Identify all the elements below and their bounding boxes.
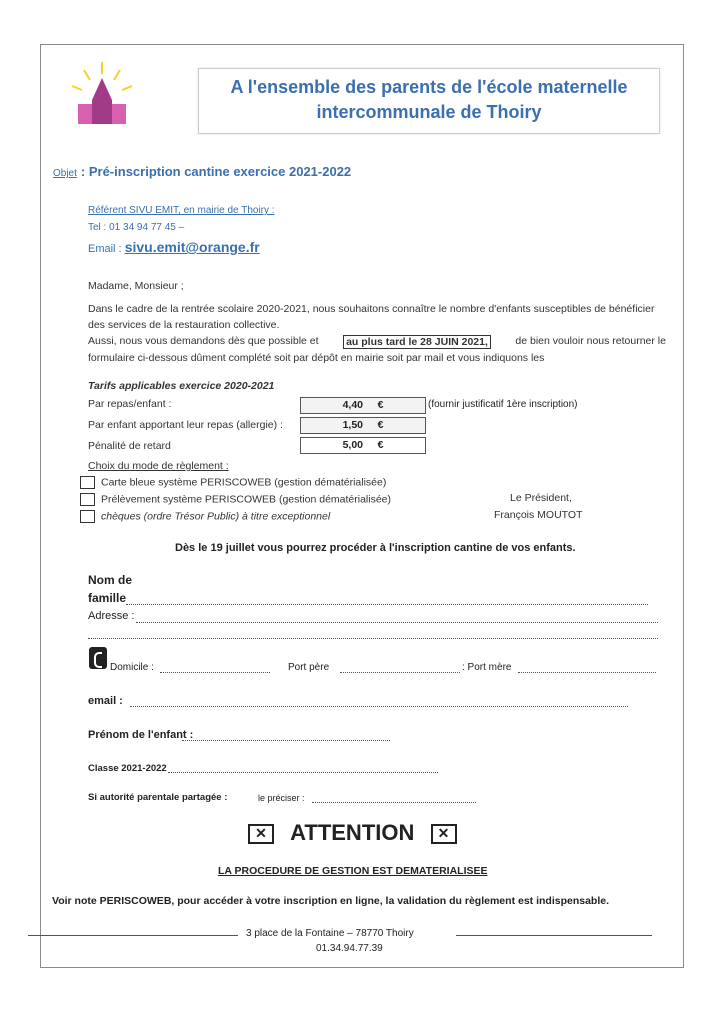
referent-tel: Tel : 01 34 94 77 45 – — [88, 222, 185, 233]
nom-field[interactable] — [126, 604, 648, 605]
checkbox-cheques[interactable] — [80, 510, 95, 523]
referent-email-row — [88, 239, 260, 255]
reglement-option-1[interactable] — [80, 476, 386, 489]
reglement-title: Choix du mode de règlement : — [88, 460, 229, 472]
port-pere-field[interactable] — [340, 672, 460, 673]
phone-icon — [89, 647, 107, 669]
tarif-label-1: Par repas/enfant : — [88, 398, 172, 410]
tarif-label-2: Par enfant apportant leur repas (allergie) : — [88, 419, 283, 431]
option-label-3: chèques (ordre Trésor Public) à titre exceptionnel — [101, 510, 331, 523]
attention-text: ATTENTION — [290, 820, 415, 845]
prenom-label: Prénom de l'enfant : — [88, 729, 194, 741]
reglement-option-2[interactable] — [80, 493, 391, 506]
email-field[interactable] — [130, 706, 628, 707]
option-label-2: Prélèvement système PERISCOWEB (gestion dématérialisée) — [101, 493, 392, 506]
domicile-label: Domicile : — [110, 662, 154, 673]
nom-label-line1: Nom de — [88, 573, 133, 587]
referent-email-link[interactable]: sivu.emit@orange.fr — [124, 239, 260, 255]
tarifs-title: Tarifs applicables exercice 2020-2021 — [88, 380, 275, 392]
subject-line — [53, 164, 351, 179]
domicile-field[interactable] — [160, 672, 270, 673]
deadline-box: au plus tard le 28 JUIN 2021, — [343, 335, 491, 349]
port-mere-label: : Port mère — [462, 662, 512, 673]
adresse-label: Adresse : — [88, 610, 135, 622]
tarif-note-1: (fournir justificatif 1ère inscription) — [428, 399, 578, 410]
inscription-notice: Dès le 19 juillet vous pourrez procéder à l'inscription cantine de vos enfants. — [175, 542, 576, 554]
footer-rule-right — [456, 935, 652, 936]
paragraph-2-line2: formulaire ci-dessous dûment complété soit par dépôt en mairie soit par mail et vous indiquons les — [88, 352, 545, 364]
tarif-amount-2: 1,50 — [342, 419, 363, 431]
procedure-text: LA PROCEDURE DE GESTION EST DEMATERIALISEE — [218, 865, 488, 877]
attention-banner — [248, 820, 457, 846]
tarif-amount-1: 4,40 — [342, 399, 363, 411]
subject-label: Objet — [53, 168, 77, 179]
email-label: Email : — [88, 243, 122, 255]
preciser-field[interactable] — [312, 802, 476, 803]
header-title-line2: intercommunale de Thoiry — [316, 102, 542, 122]
tarif-currency-2: € — [377, 419, 384, 431]
left-x-box-icon: ✕ — [248, 824, 274, 844]
tarif-value-3 — [300, 437, 426, 454]
subject-text: : Pré-inscription cantine exercice 2021-2022 — [80, 164, 352, 179]
signature-name: François MOUTOT — [494, 509, 583, 521]
checkbox-carte-bleue[interactable] — [80, 476, 95, 489]
paragraph-2-line1 — [88, 335, 666, 349]
nom-label-line2: famille — [88, 591, 127, 605]
adresse-field[interactable] — [136, 622, 658, 623]
header-title-line1: A l'ensemble des parents de l'école maternelle — [230, 77, 628, 97]
preciser-label: le préciser : — [258, 793, 305, 803]
port-mere-field[interactable] — [518, 672, 656, 673]
tarif-value-2 — [300, 417, 426, 434]
port-pere-label: Port père — [288, 662, 330, 673]
right-x-box-icon: ✕ — [431, 824, 457, 844]
autorite-label: Si autorité parentale partagée : — [88, 792, 228, 803]
reglement-option-3[interactable] — [80, 510, 330, 523]
tarif-currency-1: € — [377, 399, 384, 411]
classe-field[interactable] — [168, 772, 438, 773]
checkbox-prelevement[interactable] — [80, 493, 95, 506]
paragraph-2-part1: Aussi, nous vous demandons dès que possible et — [88, 335, 319, 347]
paragraph-1-line1: Dans le cadre de la rentrée scolaire 2020-2021, nous souhaitons connaître le nombre d'enfants susceptibles de bénéficier — [88, 303, 655, 315]
footer-rule-left — [28, 935, 238, 936]
email-label-form: email : — [88, 695, 123, 707]
referent-line: Référent SIVU EMIT, en mairie de Thoiry : — [88, 205, 275, 216]
signature-title: Le Président, — [510, 492, 572, 504]
header-title — [198, 68, 660, 134]
school-logo — [62, 60, 142, 130]
classe-label: Classe 2021-2022 — [88, 763, 167, 774]
tarif-amount-3: 5,00 — [342, 439, 363, 451]
paragraph-1-line2: des services de la restauration collective. — [88, 319, 280, 331]
footer-phone: 01.34.94.77.39 — [316, 943, 383, 954]
footer-address: 3 place de la Fontaine – 78770 Thoiry — [246, 928, 414, 939]
tarif-value-1 — [300, 397, 426, 414]
tarif-currency-3: € — [377, 439, 384, 451]
adresse-field-2[interactable] — [88, 638, 658, 639]
tarif-label-3: Pénalité de retard — [88, 440, 171, 452]
greeting: Madame, Monsieur ; — [88, 280, 184, 292]
option-label-1: Carte bleue système PERISCOWEB (gestion dématérialisée) — [101, 476, 387, 489]
prenom-field[interactable] — [182, 740, 390, 741]
paragraph-2-part2: de bien vouloir nous retourner le — [515, 335, 666, 347]
periscoweb-note: Voir note PERISCOWEB, pour accéder à votre inscription en ligne, la validation du règlement est indispensable. — [52, 895, 610, 907]
